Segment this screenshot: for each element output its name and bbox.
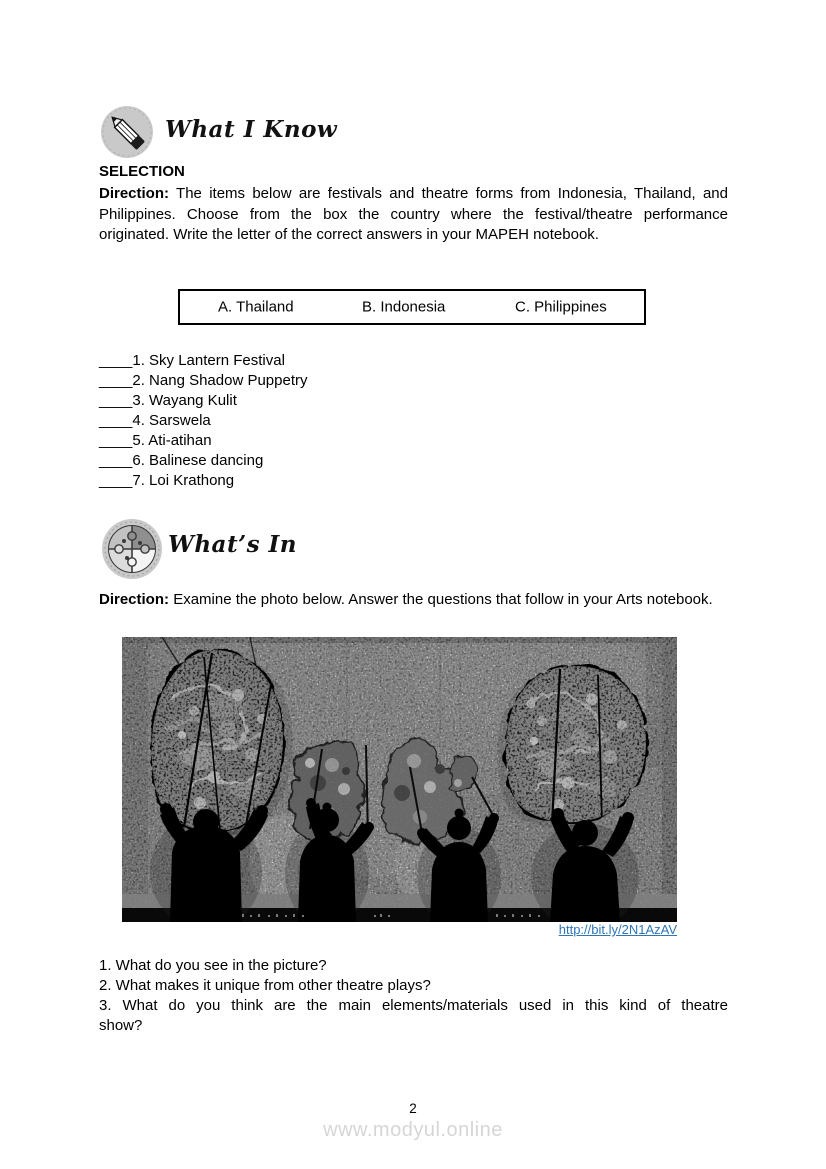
selection-item: ____1. Sky Lantern Festival: [99, 352, 285, 369]
direction-text: The items below are festivals and theatre forms from Indonesia, Thailand, and Philippines. Choose from the box the country where the festival/theatre performance originated. Write the letter of the correct answers in your MAPEH notebook.: [99, 185, 728, 244]
selection-item: ____4. Sarswela: [99, 412, 211, 429]
direction-paragraph-1: [99, 184, 728, 246]
selection-item: ____5. Ati-atihan: [99, 432, 212, 449]
watermark: www.modyul.online: [323, 1119, 503, 1141]
question-line: 3. What do you think are the main elements/materials used in this kind of theatre: [99, 997, 728, 1014]
selection-item: ____2. Nang Shadow Puppetry: [99, 372, 308, 389]
selection-item: ____6. Balinese dancing: [99, 452, 264, 469]
answer-choices-row: [180, 291, 644, 323]
question-line: 2. What makes it unique from other theatre plays?: [99, 977, 431, 994]
puzzle-icon: [102, 519, 162, 579]
question-line: 1. What do you see in the picture?: [99, 957, 327, 974]
section-title-what-i-know: What I Know: [165, 116, 338, 143]
shadow-puppetry-photo: [122, 637, 677, 922]
answer-choices-box: [178, 289, 646, 325]
selection-item: ____3. Wayang Kulit: [99, 392, 237, 409]
answer-choice: A. Thailand: [218, 298, 294, 316]
direction-label: Direction:: [99, 185, 170, 202]
photo-source-link[interactable]: http://bit.ly/2N1AzAV: [558, 922, 677, 937]
photo-source-row: [99, 921, 677, 939]
selection-heading: SELECTION: [99, 163, 185, 180]
selection-item: ____7. Loi Krathong: [99, 472, 235, 489]
questions-list: [99, 956, 728, 1036]
selection-item-list: [99, 351, 307, 491]
question-line: show?: [99, 1017, 143, 1034]
answer-choice: B. Indonesia: [362, 298, 446, 316]
answer-choice: C. Philippines: [515, 298, 607, 316]
pencil-icon: [101, 106, 153, 158]
direction-paragraph-2: [99, 590, 728, 611]
direction-label: Direction:: [99, 591, 170, 608]
page-number: 2: [409, 1101, 417, 1116]
direction-text: Examine the photo below. Answer the questions that follow in your Arts notebook.: [173, 591, 713, 608]
section-title-whats-in: What’s In: [168, 531, 298, 558]
